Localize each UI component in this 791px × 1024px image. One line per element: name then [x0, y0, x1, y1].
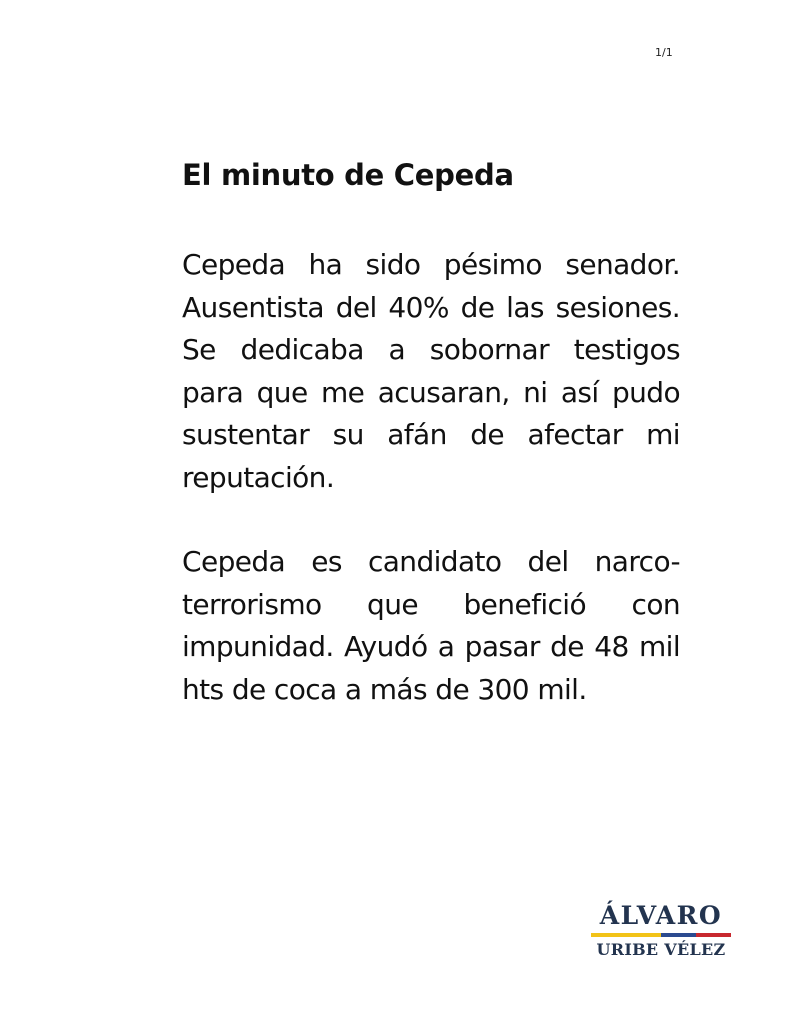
page-number: 1/1 [655, 46, 673, 59]
logo-flag-stripe [591, 933, 731, 937]
logo-first-name: ÁLVARO [599, 901, 723, 930]
paragraph-1: Cepeda ha sido pésimo senador. Ausentista del 40% de las sesiones. Se dedicaba a sobornar testigos para que me acusaran, ni así pudo sustentar su afán de afectar mi reputación. [182, 248, 680, 494]
document-title: El minuto de Cepeda [182, 158, 514, 192]
logo-last-name: URIBE VÉLEZ [596, 940, 726, 959]
signature-logo [588, 902, 734, 960]
logo-stripe-yellow [591, 933, 661, 937]
document-body [182, 150, 680, 711]
paragraph-2: Cepeda es candidato del narco-terrorismo que benefició con impunidad. Ayudó a pasar de 48 mil hts de coca a más de 300 mil. [182, 545, 680, 706]
logo-stripe-red [696, 933, 731, 937]
logo-stripe-blue [661, 933, 696, 937]
